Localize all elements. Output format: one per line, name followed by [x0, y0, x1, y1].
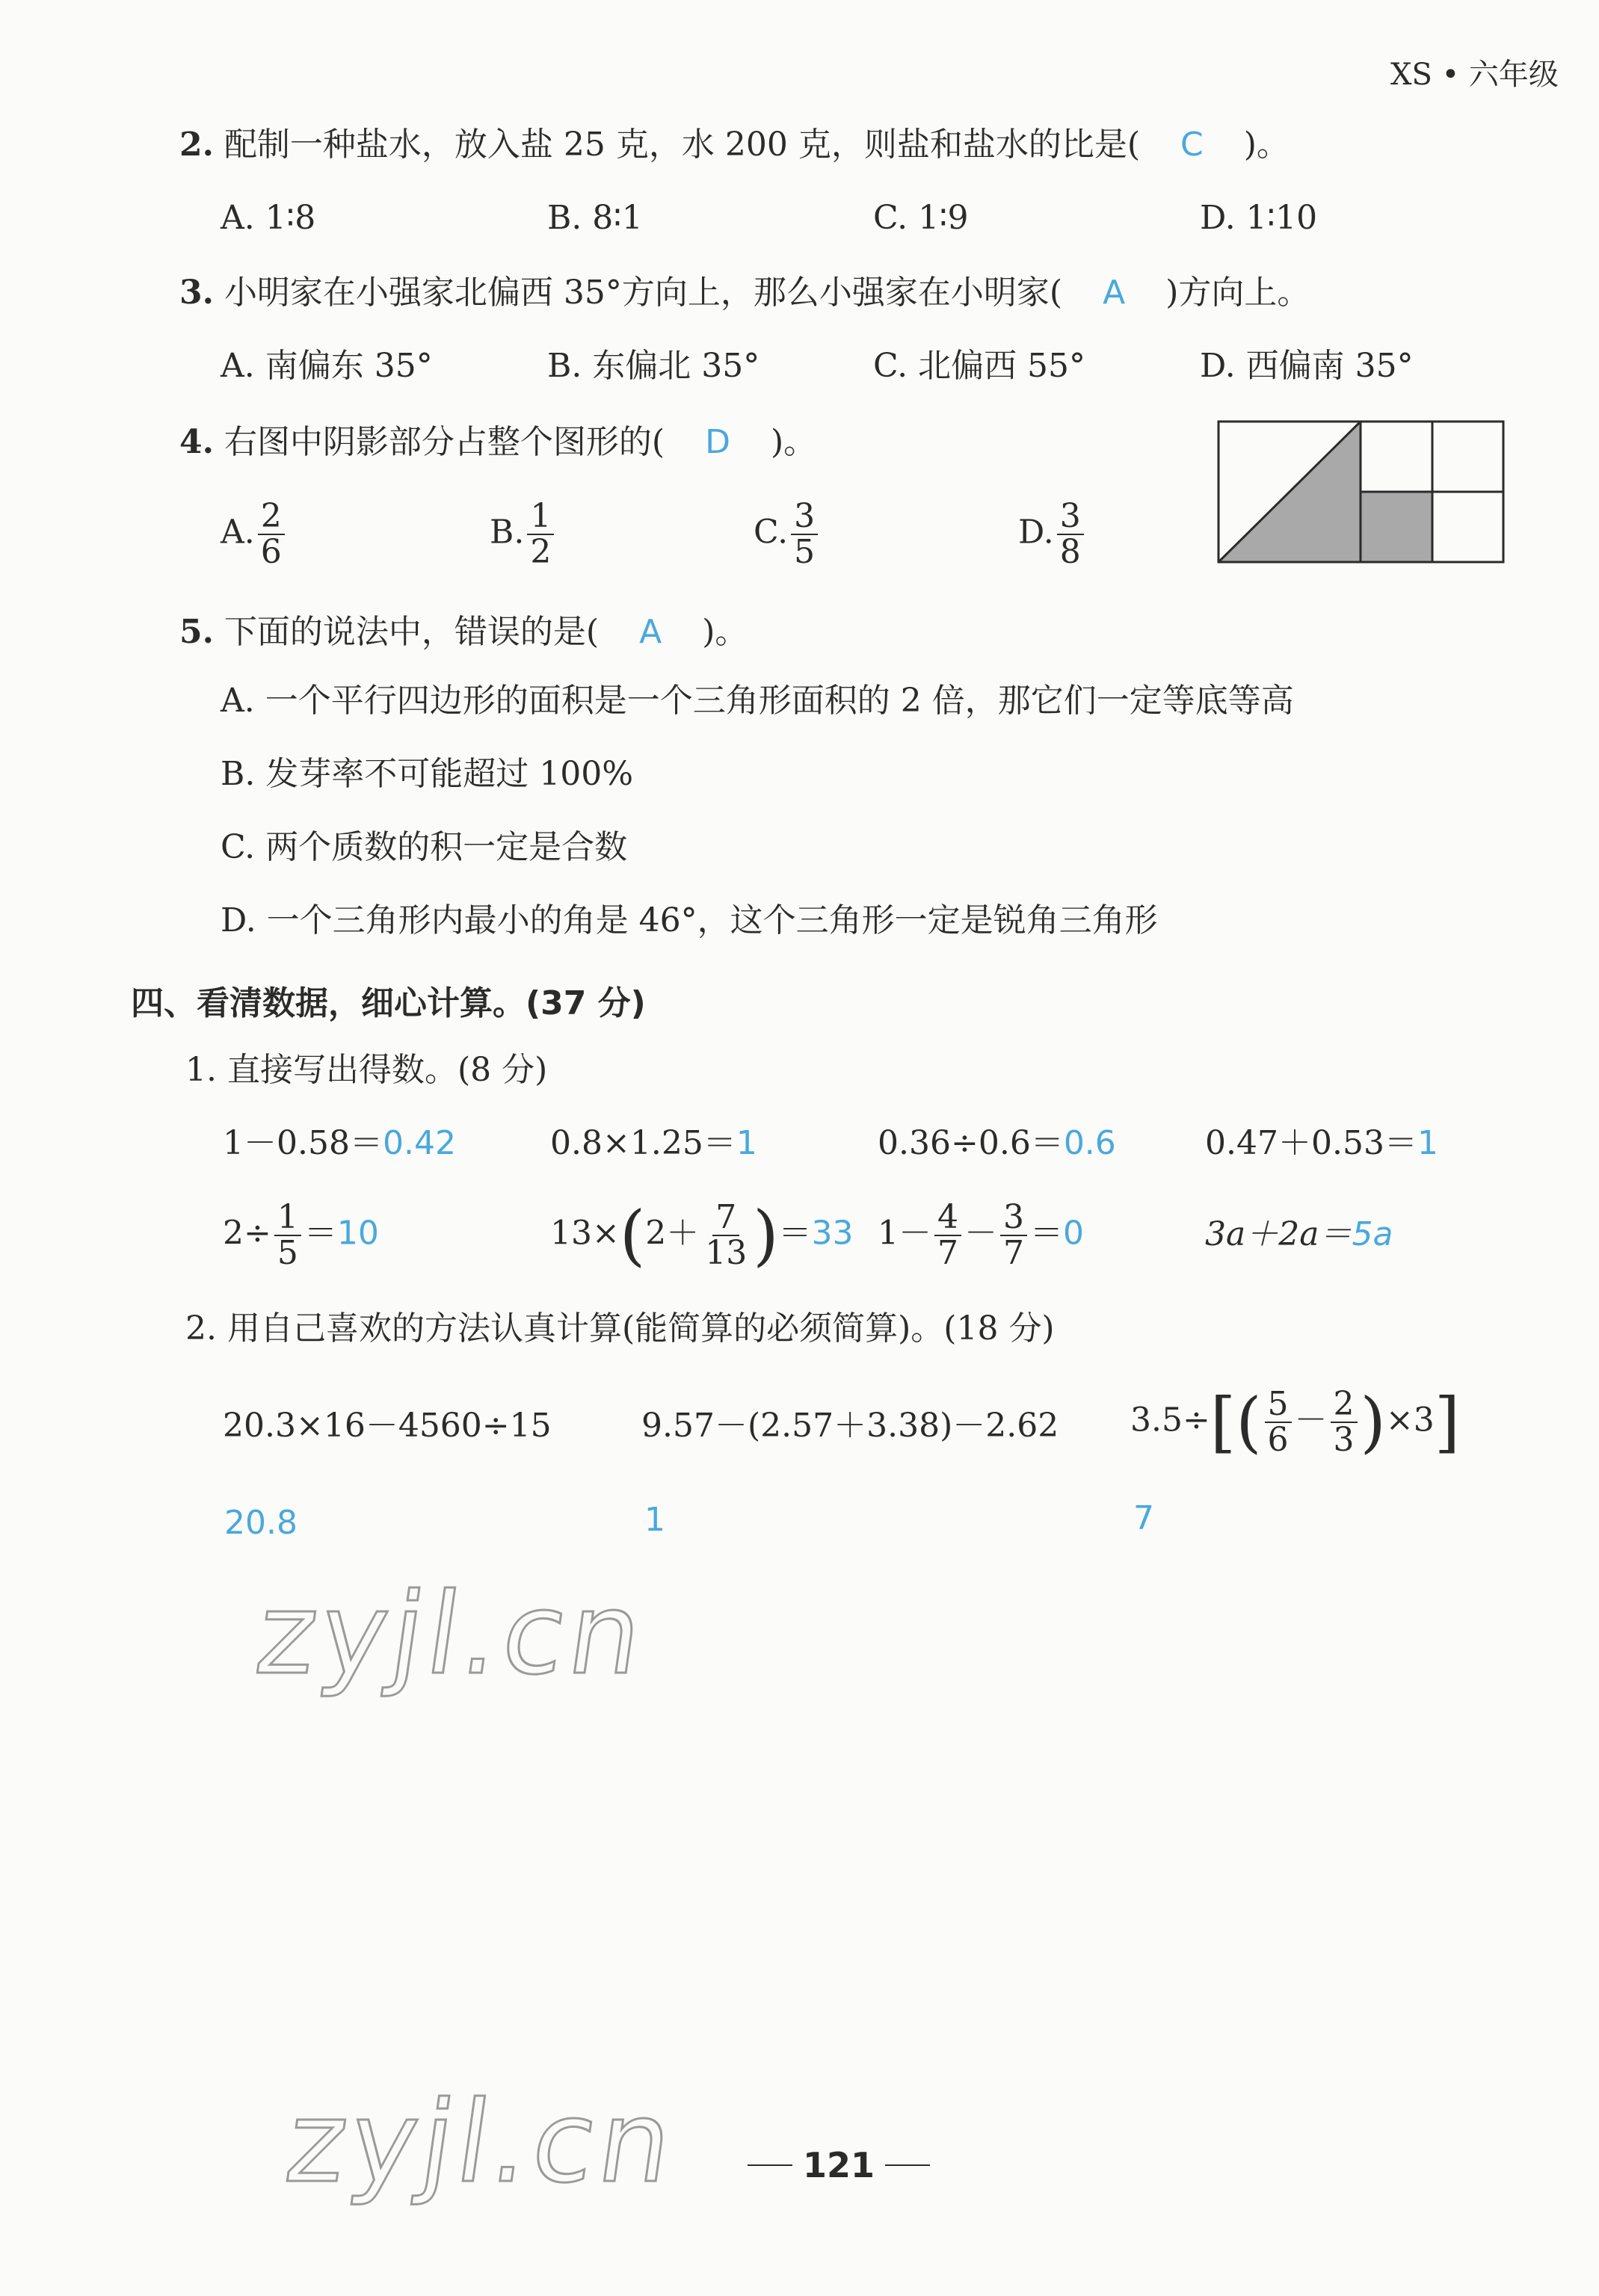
answer-text: 5a	[1352, 1215, 1393, 1253]
fraction: $\frac{3}{8}$	[1057, 499, 1084, 570]
question-3	[179, 274, 1310, 313]
option-a: A. 1∶8	[221, 199, 316, 237]
statement-d: D. 一个三角形内最小的角是 46°，这个三角形一定是锐角三角形	[221, 901, 1158, 939]
answer-text: 0.6	[1063, 1124, 1116, 1162]
answer-text: A	[639, 613, 662, 651]
option-d: D. 西偏南 35°	[1200, 347, 1414, 385]
calc-item: 13×(2＋ $\frac{7}{13}$ )＝33	[550, 1197, 854, 1274]
subquestion-2-title: 2. 用自己喜欢的方法认真计算(能简算的必须简算)。(18 分)	[185, 1309, 1055, 1348]
statement-c: C. 两个质数的积一定是合数	[221, 828, 628, 866]
subquestion-1-title: 1. 直接写出得数。(8 分)	[185, 1051, 548, 1089]
shaded-figure	[1217, 420, 1505, 564]
answer-text: A	[1103, 274, 1126, 312]
option-d: D. 1∶10	[1200, 199, 1318, 237]
option-a: A. 南偏东 35°	[221, 347, 433, 385]
option-c: C. $\frac{3}{5}$	[754, 499, 821, 570]
calc-item: 0.8×1.25＝1	[550, 1124, 757, 1162]
page-header: XS • 六年级	[1390, 58, 1559, 92]
answer-text: 1	[736, 1124, 757, 1162]
page-number: 121	[748, 2145, 930, 2185]
question-text-end: )。	[1243, 126, 1290, 164]
option-c: C. 1∶9	[873, 199, 969, 237]
answer-text: 20.8	[224, 1504, 298, 1542]
watermark: zyjl.cn	[248, 1570, 655, 1700]
question-text-end: )。	[771, 423, 817, 461]
calc-expression: 20.3×16－4560÷15	[223, 1407, 552, 1445]
calc-item: 1－0.58＝0.42	[223, 1124, 456, 1162]
question-2	[179, 126, 1290, 165]
answer-text: 0	[1063, 1214, 1084, 1253]
answer-text: 33	[811, 1214, 854, 1253]
option-b: B. $\frac{1}{2}$	[490, 499, 557, 570]
watermark: zyjl.cn	[278, 2078, 685, 2208]
fraction: $\frac{1}{2}$	[527, 499, 554, 570]
answer-text: 1	[644, 1501, 665, 1539]
question-number: 4.	[179, 423, 214, 461]
question-number: 2.	[179, 126, 214, 164]
answer-text: 0.42	[382, 1124, 456, 1162]
calc-item: 3a＋2a＝5a	[1205, 1215, 1393, 1253]
answer-text: C	[1180, 126, 1204, 164]
question-number: 3.	[179, 274, 214, 312]
section-title: 四、看清数据，细心计算。(37 分)	[131, 984, 646, 1022]
question-text: 小明家在小强家北偏西 35°方向上，那么小强家在小明家(	[224, 274, 1063, 312]
question-number: 5.	[179, 613, 214, 651]
calc-item: 0.36÷0.6＝0.6	[878, 1124, 1116, 1162]
fraction: $\frac{3}{5}$	[791, 499, 818, 570]
answer-text: 1	[1417, 1124, 1438, 1162]
option-c: C. 北偏西 55°	[873, 347, 1086, 385]
option-b: B. 8∶1	[547, 199, 643, 237]
answer-text: 10	[336, 1214, 379, 1253]
shaded-square	[1361, 492, 1432, 562]
calc-item: 1－ $\frac{4}{7}$ － $\frac{3}{7}$ ＝0	[878, 1198, 1084, 1273]
answer-text: D	[705, 423, 730, 461]
question-text: 配制一种盐水，放入盐 25 克，水 200 克，则盐和盐水的比是(	[224, 126, 1141, 164]
option-d: D. $\frac{3}{8}$	[1018, 499, 1087, 570]
calc-item: 2÷ $\frac{1}{5}$ ＝10	[223, 1198, 379, 1273]
answer-text: 7	[1133, 1499, 1154, 1537]
question-5	[179, 613, 748, 652]
question-text-end: )。	[702, 613, 748, 651]
option-a: A. $\frac{2}{6}$	[221, 499, 288, 570]
option-b: B. 东偏北 35°	[547, 347, 760, 385]
question-4	[179, 423, 816, 463]
statement-b: B. 发芽率不可能超过 100%	[221, 755, 634, 793]
question-text: 右图中阴影部分占整个图形的(	[224, 423, 665, 461]
question-text-end: )方向上。	[1165, 274, 1310, 312]
question-text: 下面的说法中，错误的是(	[224, 613, 600, 651]
calc-expression: 3.5÷[( $\frac{5}{6}$ － $\frac{2}{3}$ )×3]	[1130, 1383, 1461, 1461]
statement-a: A. 一个平行四边形的面积是一个三角形面积的 2 倍，那它们一定等底等高	[221, 682, 1294, 720]
fraction: $\frac{2}{6}$	[258, 499, 285, 570]
calc-item: 0.47＋0.53＝1	[1205, 1124, 1438, 1162]
calc-expression: 9.57－(2.57＋3.38)－2.62	[641, 1407, 1059, 1445]
